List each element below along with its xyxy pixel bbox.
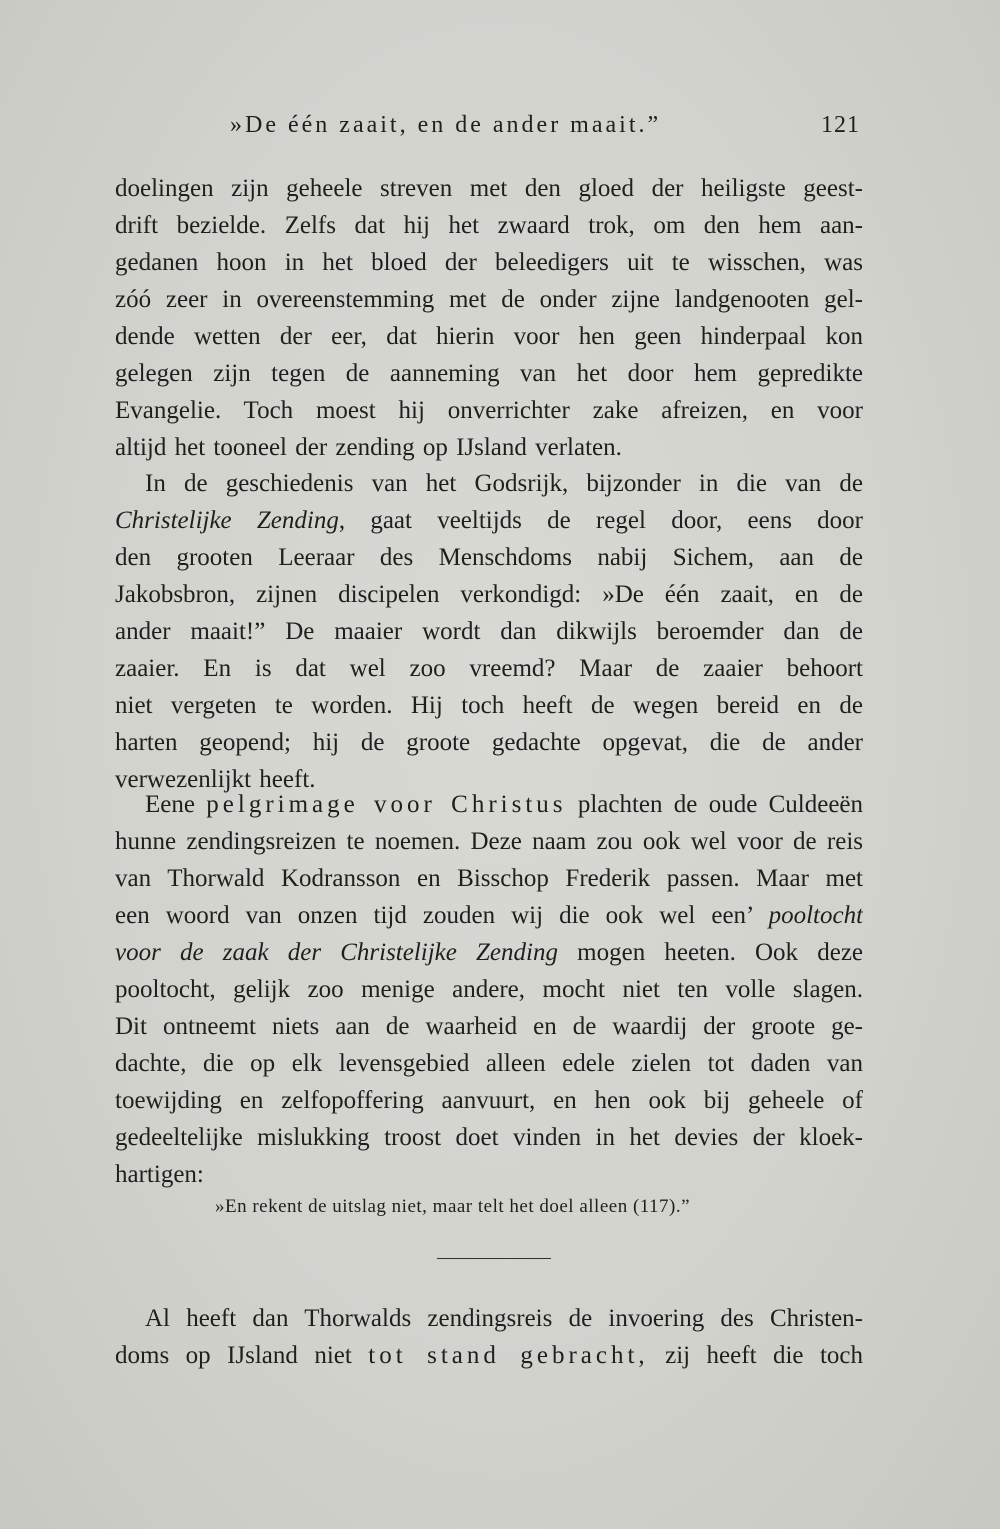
text-line: hartigen: [115, 1161, 204, 1188]
paragraph-4 [115, 1300, 863, 1374]
italic-phrase: Christelijke Zending [115, 507, 339, 534]
text-line: dende wetten der eer, dat hierin voor hen geen hinderpaal kon [115, 323, 863, 350]
text-line: In de geschiedenis van het Godsrijk, bijzonder in die van de [145, 470, 863, 497]
text-line: dachte, die op elk levensgebied alleen edele zielen tot daden van [115, 1050, 863, 1077]
text-line: altijd het tooneel der zending op IJsland verlaten. [115, 434, 622, 461]
text-fragment: doms op IJsland niet [115, 1342, 352, 1369]
text-line: gedeeltelijke mislukking troost doet vinden in het devies der kloek- [115, 1124, 863, 1151]
text-fragment: , gaat veeltijds de regel door, eens door [338, 507, 863, 534]
text-fragment: zij heeft die toch [665, 1342, 863, 1369]
text-line: niet vergeten te worden. Hij toch heeft de wegen bereid en de [115, 692, 863, 719]
text-line: den grooten Leeraar des Menschdoms nabij Sichem, aan de [115, 544, 863, 571]
spaced-phrase: tot stand gebracht, [368, 1342, 649, 1369]
text-line: Jakobsbron, zijnen discipelen verkondigd: »De één zaait, en de [115, 581, 863, 608]
text-line: toewijding en zelfopoffering aanvuurt, en hen ook bij geheele of [115, 1087, 863, 1114]
text-line: verwezenlijkt heeft. [115, 766, 316, 793]
text-line: doelingen zijn geheele streven met den gloed der heiligste geest- [115, 175, 863, 202]
text-line: zaaier. En is dat wel zoo vreemd? Maar de zaaier behoort [115, 655, 863, 682]
text-line [115, 934, 863, 971]
section-divider [437, 1258, 551, 1259]
paragraph-2 [115, 465, 863, 798]
text-line: Al heeft dan Thorwalds zendingsreis de invoering des Christen- [145, 1305, 863, 1332]
paragraph-3 [115, 786, 863, 1193]
text-fragment: plachten de oude Culdeeën [577, 791, 863, 818]
text-line: gedanen hoon in het bloed der beleedigers uit te wisschen, was [115, 249, 863, 276]
text-line: van Thorwald Kodransson en Bisschop Frederik passen. Maar met [115, 865, 863, 892]
page-header [230, 112, 860, 152]
text-fragment: mogen heeten. Ook deze [577, 939, 863, 966]
text-line: hunne zendingsreizen te noemen. Deze naam zou ook wel voor de reis [115, 828, 863, 855]
text-line: zóó zeer in overeenstemming met de onder zijne landgenooten gel- [115, 286, 863, 313]
text-line: harten geopend; hij de groote gedachte opgevat, die de ander [115, 729, 863, 756]
verse-quote: »En rekent de uitslag niet, maar telt het doel alleen (117).” [215, 1196, 691, 1217]
text-line [115, 1337, 863, 1374]
running-head: »De één zaait, en de ander maait.” [230, 112, 662, 138]
text-line: drift bezielde. Zelfs dat hij het zwaard trok, om den hem aan- [115, 212, 863, 239]
paragraph-1 [115, 170, 863, 466]
text-line: Dit ontneemt niets aan de waarheid en de waardij der groote ge- [115, 1013, 863, 1040]
text-line [115, 786, 863, 823]
text-line: Evangelie. Toch moest hij onverrichter zake afreizen, en voor [115, 397, 863, 424]
text-line [115, 897, 863, 934]
italic-phrase: pooltocht [768, 902, 863, 929]
italic-phrase: voor de zaak der Christelijke Zending [115, 939, 558, 966]
spaced-phrase: pelgrimage voor Christus [206, 791, 567, 818]
page-number: 121 [821, 112, 860, 138]
text-line: gelegen zijn tegen de aanneming van het door hem gepredikte [115, 360, 863, 387]
text-line: pooltocht, gelijk zoo menige andere, mocht niet ten volle slagen. [115, 976, 863, 1003]
text-fragment: een woord van onzen tijd zouden wij die ook wel een’ [115, 902, 753, 929]
text-line: ander maait!” De maaier wordt dan dikwijls beroemder dan de [115, 618, 863, 645]
text-fragment: Eene [145, 791, 195, 818]
text-line [115, 502, 863, 539]
